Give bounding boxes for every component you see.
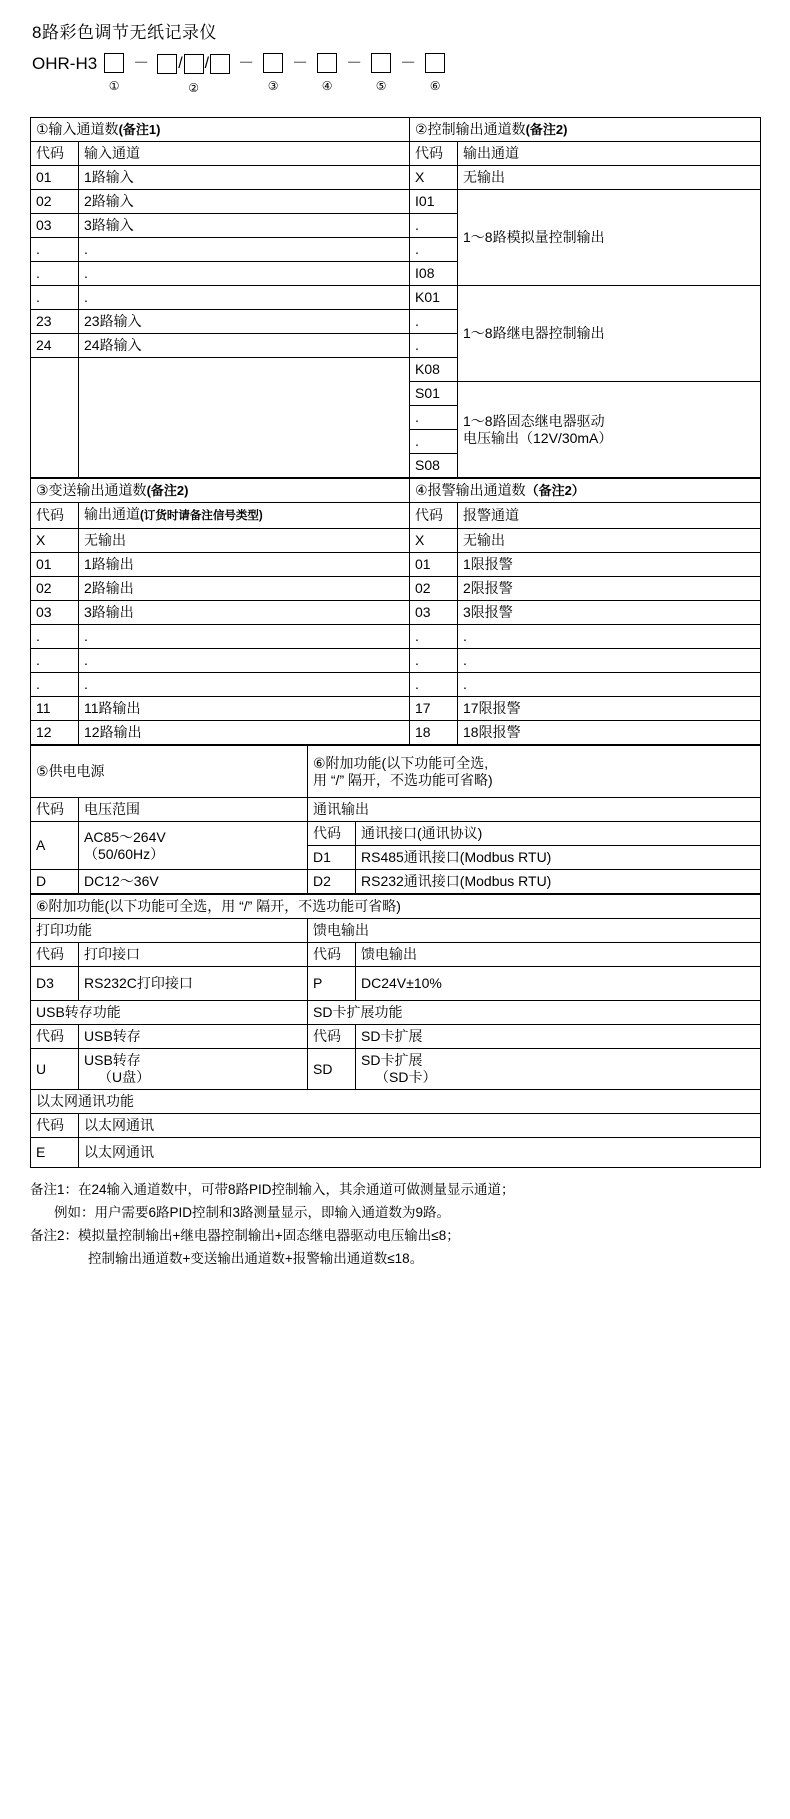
- cell-code: 02: [31, 190, 79, 214]
- col-header-code: 代码: [31, 1114, 79, 1138]
- table-row: [31, 746, 761, 798]
- cell-value: .: [458, 625, 761, 649]
- cell-value: .: [79, 673, 410, 697]
- cell-code: 18: [410, 721, 458, 745]
- table-sections-1-2: [30, 117, 761, 478]
- model-segment-6: [425, 53, 445, 93]
- cell-code: .: [31, 625, 79, 649]
- section-2-header: [410, 118, 761, 142]
- section-1-title: ①输入通道数: [36, 121, 119, 137]
- cell-code: P: [308, 967, 356, 1001]
- table-row: [31, 943, 761, 967]
- table-row: [31, 1025, 761, 1049]
- cell-code: U: [31, 1049, 79, 1090]
- print-group-title: 打印功能: [31, 919, 308, 943]
- segment-label: ③: [267, 79, 279, 93]
- cell-code: 03: [31, 601, 79, 625]
- section-1-header: [31, 118, 410, 142]
- code-box: [263, 53, 283, 73]
- cell-code: S01: [410, 382, 458, 406]
- cell-value-line1: USB转存: [84, 1052, 141, 1068]
- cell-value: 1限报警: [458, 553, 761, 577]
- comm-group-title: 通讯输出: [308, 798, 761, 822]
- cell-code: K08: [410, 358, 458, 382]
- note-2-text: 模拟量控制输出+继电器控制输出+固态继电器驱动电压输出≤8；: [78, 1228, 460, 1243]
- section-4-title: ④报警输出通道数: [415, 482, 526, 498]
- cell-code: 12: [31, 721, 79, 745]
- power-feed-group-title: 馈电输出: [308, 919, 761, 943]
- cell-code: .: [410, 334, 458, 358]
- segment-label: ⑤: [375, 79, 387, 93]
- col-header-code: 代码: [31, 503, 79, 529]
- col-header-code: 代码: [410, 142, 458, 166]
- table-row: [31, 118, 761, 142]
- section-6-header-line1: ⑥附加功能(以下功能可全选,: [313, 754, 489, 771]
- section-6-header-line2: 用 “/” 隔开，不选功能可省略): [313, 771, 493, 788]
- cell-code: D1: [308, 846, 356, 870]
- section-2-title: ②控制输出通道数: [415, 121, 526, 137]
- cell-code: .: [410, 406, 458, 430]
- table-row: [31, 190, 761, 214]
- table-sections-3-4: [30, 478, 761, 745]
- section-2-note: (备注2): [525, 122, 568, 137]
- cell-code: .: [31, 286, 79, 310]
- cell-code: SD: [308, 1049, 356, 1090]
- cell-code: X: [410, 166, 458, 190]
- notes-block: [30, 1178, 760, 1270]
- cell-value: 以太网通讯: [79, 1138, 761, 1168]
- cell-code: 23: [31, 310, 79, 334]
- sdcard-group-title: SD卡扩展功能: [308, 1001, 761, 1025]
- cell-value-line2: （SD卡）: [375, 1069, 437, 1085]
- cell-value: RS485通讯接口(Modbus RTU): [356, 846, 761, 870]
- table-row: [31, 529, 761, 553]
- note-1: [30, 1178, 760, 1201]
- col-header-voltage: 电压范围: [79, 798, 308, 822]
- dash-separator: －: [346, 55, 363, 72]
- cell-code: .: [410, 310, 458, 334]
- col-header-code: 代码: [31, 943, 79, 967]
- cell-code: .: [410, 430, 458, 454]
- section-5-header: ⑤供电电源: [31, 746, 308, 798]
- col-header-power-feed: 馈电输出: [356, 943, 761, 967]
- cell-value: 2路输入: [79, 190, 410, 214]
- note-2-text2: 控制输出通道数+变送输出通道数+报警输出通道数≤18。: [88, 1251, 424, 1266]
- cell-code: .: [410, 238, 458, 262]
- table-row: [31, 798, 761, 822]
- table-row: [31, 1001, 761, 1025]
- dash-separator: －: [238, 55, 255, 72]
- cell-code: 02: [410, 577, 458, 601]
- cell-code: .: [410, 649, 458, 673]
- cell-code: I01: [410, 190, 458, 214]
- cell-value-line2: 电压输出（12V/30mA）: [463, 429, 613, 446]
- section-3-title: ③变送输出通道数: [36, 482, 147, 498]
- cell-value: 3路输出: [79, 601, 410, 625]
- section-6-header: ⑥附加功能(以下功能可全选，用 “/” 隔开，不选功能可省略): [31, 895, 761, 919]
- col-header-channel-main: 输出通道: [84, 506, 140, 522]
- col-header-code: 代码: [308, 943, 356, 967]
- cell-code: .: [31, 238, 79, 262]
- segment-label: ⑥: [429, 79, 441, 93]
- table-sections-5-6comm: [30, 745, 761, 894]
- cell-value: 18限报警: [458, 721, 761, 745]
- col-header-channel: 输入通道: [79, 142, 410, 166]
- table-row: [31, 166, 761, 190]
- cell-value: 3限报警: [458, 601, 761, 625]
- cell-value: 12路输出: [79, 721, 410, 745]
- cell-code: D3: [31, 967, 79, 1001]
- cell-code: 01: [31, 553, 79, 577]
- note-2: [30, 1224, 760, 1247]
- table-row: [31, 479, 761, 503]
- cell-code: .: [31, 673, 79, 697]
- code-box: [104, 53, 124, 73]
- cell-code: X: [410, 529, 458, 553]
- code-box: [184, 54, 204, 74]
- table-section-6: [30, 894, 761, 1168]
- table-row: [31, 822, 761, 846]
- col-header-code: 代码: [308, 822, 356, 846]
- col-header-channel: 报警通道: [458, 503, 761, 529]
- table-row: [31, 919, 761, 943]
- cell-value: .: [79, 238, 410, 262]
- cell-code: 01: [410, 553, 458, 577]
- cell-value: 1路输入: [79, 166, 410, 190]
- segment-label: ②: [188, 81, 200, 95]
- code-box: [210, 54, 230, 74]
- model-segment-4: [317, 53, 337, 93]
- cell-code: 02: [31, 577, 79, 601]
- col-header-print-interface: 打印接口: [79, 943, 308, 967]
- cell-value: .: [79, 262, 410, 286]
- cell-code: 24: [31, 334, 79, 358]
- cell-code: D2: [308, 870, 356, 894]
- table-row: [31, 1049, 761, 1090]
- cell-code: .: [410, 673, 458, 697]
- segment-label: ④: [321, 79, 333, 93]
- note-2-label: 备注2：: [30, 1228, 79, 1243]
- spacer-cell: [79, 358, 410, 478]
- cell-value-line1: AC85～264V: [84, 828, 166, 845]
- model-code-diagram: [32, 53, 760, 105]
- table-row: [31, 1114, 761, 1138]
- cell-value: [356, 1049, 761, 1090]
- note-1-example: 例如：用户需要6路PID控制和3路测量显示，即输入通道数为9路。: [54, 1205, 451, 1220]
- col-header-code: 代码: [410, 503, 458, 529]
- cell-value: 24路输入: [79, 334, 410, 358]
- spacer-cell: [31, 358, 79, 478]
- section-4-header: [410, 479, 761, 503]
- col-header-code: 代码: [31, 798, 79, 822]
- note-1-label: 备注1：: [30, 1182, 79, 1197]
- cell-value-line2: （50/60Hz）: [84, 845, 165, 862]
- col-header-sdcard: SD卡扩展: [356, 1025, 761, 1049]
- cell-value: 无输出: [79, 529, 410, 553]
- dash-separator: －: [133, 55, 150, 72]
- table-row: [31, 577, 761, 601]
- ethernet-group-title: 以太网通讯功能: [31, 1090, 761, 1114]
- col-header-channel-note: (订货时请备注信号类型): [140, 510, 263, 522]
- cell-code: .: [31, 262, 79, 286]
- cell-value: 11路输出: [79, 697, 410, 721]
- cell-value: [458, 382, 761, 478]
- cell-value: RS232C打印接口: [79, 967, 308, 1001]
- dash-separator: －: [400, 55, 417, 72]
- table-row: [31, 1090, 761, 1114]
- page-title: 8路彩色调节无纸记录仪: [32, 23, 217, 42]
- usb-group-title: USB转存功能: [31, 1001, 308, 1025]
- table-row: [31, 870, 761, 894]
- cell-value: .: [458, 649, 761, 673]
- table-row: [31, 673, 761, 697]
- model-segment-1: [104, 53, 124, 93]
- col-header-code: 代码: [31, 142, 79, 166]
- table-row: [31, 601, 761, 625]
- code-box: [317, 53, 337, 73]
- table-row: [31, 721, 761, 745]
- cell-value: 2限报警: [458, 577, 761, 601]
- col-header-channel: [79, 503, 410, 529]
- cell-code: I08: [410, 262, 458, 286]
- cell-value: DC12～36V: [79, 870, 308, 894]
- model-segment-5: [371, 53, 391, 93]
- cell-code: A: [31, 822, 79, 870]
- cell-value: .: [79, 286, 410, 310]
- table-row: [31, 503, 761, 529]
- section-3-note: (备注2): [146, 483, 189, 498]
- col-header-ethernet: 以太网通讯: [79, 1114, 761, 1138]
- cell-code: E: [31, 1138, 79, 1168]
- section-3-header: [31, 479, 410, 503]
- cell-value-line1: 1～8路固态继电器驱动: [463, 412, 605, 429]
- section-6-comm-header: [308, 746, 761, 798]
- model-prefix: OHR-H3: [32, 54, 98, 73]
- cell-value: .: [79, 649, 410, 673]
- table-row: [31, 553, 761, 577]
- cell-value: 2路输出: [79, 577, 410, 601]
- code-box: [157, 54, 177, 74]
- cell-code: 01: [31, 166, 79, 190]
- slash-separator: /: [204, 55, 210, 72]
- cell-value: DC24V±10%: [356, 967, 761, 1001]
- segment-label: ①: [108, 79, 120, 93]
- table-row: [31, 967, 761, 1001]
- col-header-usb: USB转存: [79, 1025, 308, 1049]
- table-row: [31, 625, 761, 649]
- cell-value: [79, 1049, 308, 1090]
- section-4-note: （备注2）: [525, 483, 585, 498]
- cell-value: 无输出: [458, 529, 761, 553]
- col-header-interface: 通讯接口(通讯协议): [356, 822, 761, 846]
- cell-value-line2: （U盘）: [98, 1069, 151, 1085]
- col-header-code: 代码: [308, 1025, 356, 1049]
- table-row: [31, 697, 761, 721]
- cell-value: .: [458, 673, 761, 697]
- cell-value: 1～8路模拟量控制输出: [458, 190, 761, 286]
- cell-code: K01: [410, 286, 458, 310]
- table-row: [31, 1138, 761, 1168]
- code-box: [371, 53, 391, 73]
- cell-code: .: [410, 625, 458, 649]
- cell-value-line1: SD卡扩展: [361, 1052, 423, 1068]
- cell-code: .: [31, 649, 79, 673]
- cell-code: X: [31, 529, 79, 553]
- cell-value: 1～8路继电器控制输出: [458, 286, 761, 382]
- cell-value: .: [79, 625, 410, 649]
- cell-code: S08: [410, 454, 458, 478]
- slash-separator: /: [178, 55, 183, 72]
- cell-code: D: [31, 870, 79, 894]
- col-header-channel: 输出通道: [458, 142, 761, 166]
- table-row: [31, 286, 761, 310]
- cell-value: RS232通讯接口(Modbus RTU): [356, 870, 761, 894]
- col-header-code: 代码: [31, 1025, 79, 1049]
- note-1-text: 在24输入通道数中，可带8路PID控制输入，其余通道可做测量显示通道；: [78, 1182, 515, 1197]
- cell-value: 3路输入: [79, 214, 410, 238]
- table-row: [31, 895, 761, 919]
- cell-value: 17限报警: [458, 697, 761, 721]
- cell-value: [79, 822, 308, 870]
- cell-code: 17: [410, 697, 458, 721]
- table-row: [31, 649, 761, 673]
- code-box: [425, 53, 445, 73]
- cell-value: 1路输出: [79, 553, 410, 577]
- dash-separator: －: [292, 55, 309, 72]
- cell-code: 03: [31, 214, 79, 238]
- cell-code: .: [410, 214, 458, 238]
- section-1-note: (备注1): [118, 122, 161, 137]
- table-row: [31, 142, 761, 166]
- cell-value: 无输出: [458, 166, 761, 190]
- cell-value: 23路输入: [79, 310, 410, 334]
- cell-code: 03: [410, 601, 458, 625]
- model-segment-3: [263, 53, 283, 93]
- cell-code: 11: [31, 697, 79, 721]
